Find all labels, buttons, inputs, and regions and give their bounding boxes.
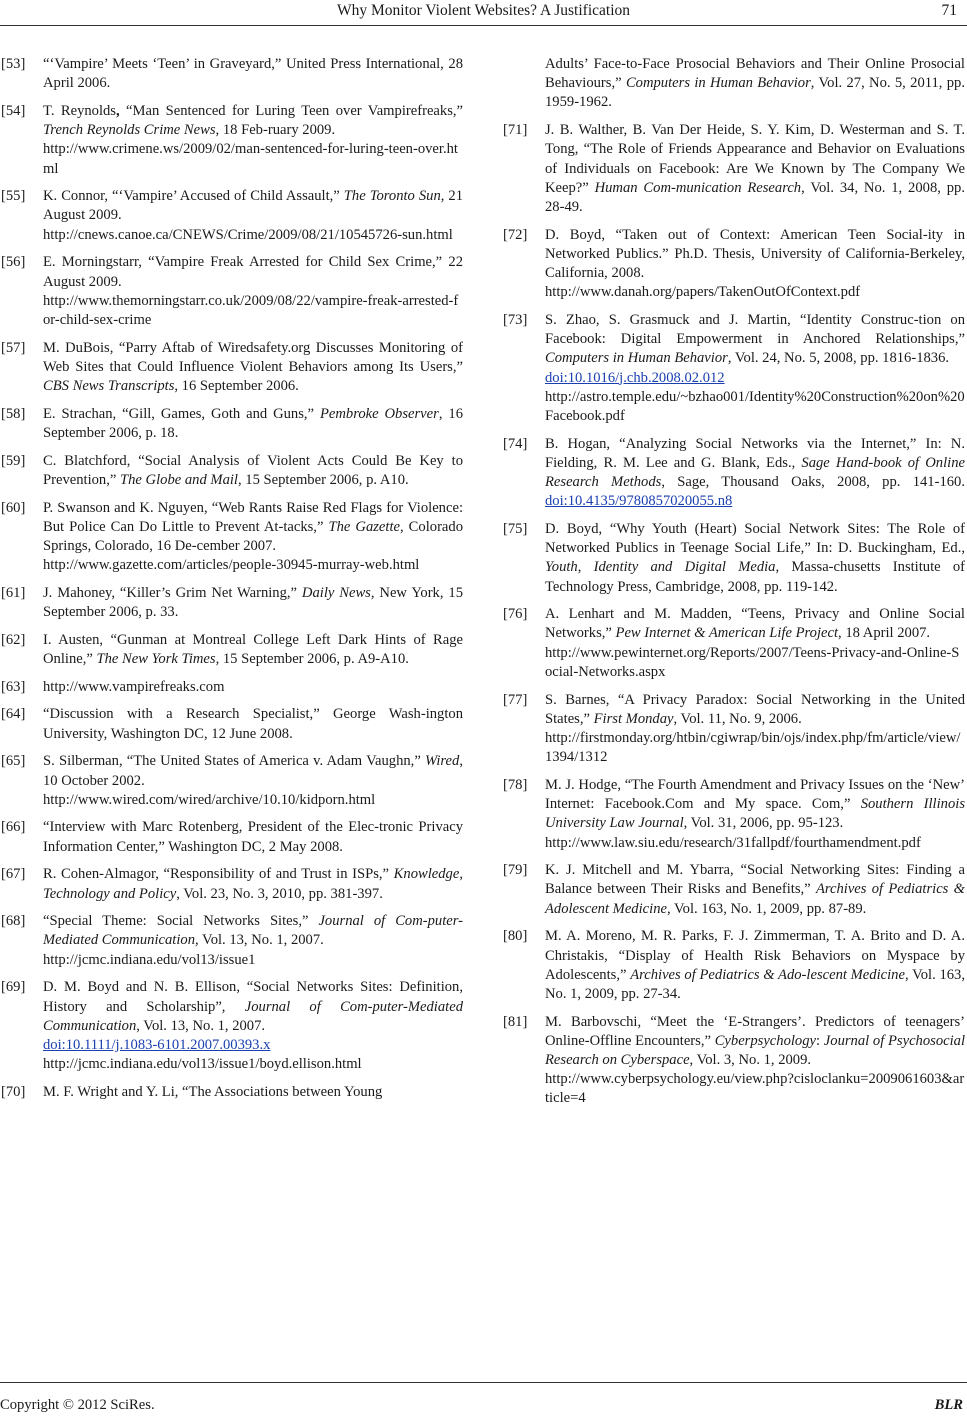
reference-number: [54] <box>1 102 26 119</box>
doi-link[interactable]: doi:10.1111/j.1083-6101.2007.00393.x <box>43 1036 271 1053</box>
text-run: “Discussion with a Research Specialist,” George Wash-ington University, Washington DC, 12 June 2008. <box>43 706 463 742</box>
text-run: C. Blatchford, “Social Analysis of Violent Acts Could Be Key to Prevention,” <box>43 452 463 488</box>
text-run: http://www.vampirefreaks.com <box>43 678 225 695</box>
text-run: , Vol. 3, No. 1, 2009. <box>689 1052 812 1069</box>
reference-number: [62] <box>1 631 26 648</box>
reference-url: http://www.pewinternet.org/Reports/2007/Teens-Privacy-and-Online-Social-Networks.aspx <box>545 644 960 680</box>
reference-entry <box>0 865 463 903</box>
text-run: , <box>577 559 594 576</box>
italic-title: Pembroke Observer <box>319 405 439 422</box>
italic-title: Pew Internet & American Life Project <box>615 625 839 642</box>
reference-text <box>545 311 965 369</box>
reference-text <box>43 405 463 443</box>
reference-text <box>43 678 463 697</box>
journal-abbreviation: BLR <box>934 1397 963 1413</box>
reference-entry <box>0 818 463 856</box>
copyright-notice: Copyright © 2012 SciRes. <box>0 1397 155 1413</box>
reference-number: [74] <box>503 435 528 452</box>
text-run: I. Austen, “Gunman at Montreal College Left Dark Hints of Rage Online,” <box>43 631 463 667</box>
italic-title: Archives of Pediatrics & Ado-lescent Medicine <box>630 966 905 983</box>
reference-text <box>43 452 463 490</box>
text-run: M. DuBois, “Parry Aftab of Wiredsafety.org Discusses Monitoring of Web Sites that Could Influence Violent Behaviors among Its Users,” <box>43 339 463 375</box>
reference-text <box>43 865 463 903</box>
text-run: S. Zhao, S. Grasmuck and J. Martin, “Identity Construc-tion on Facebook: Digital Empowerment in Anchored Relationships,” <box>545 311 965 348</box>
text-run: , Vol. 163, No. 1, 2009, pp. 87-89. <box>666 900 867 917</box>
text-run: R. Cohen-Almagor, “Responsibility of and Trust in ISPs,” <box>43 866 394 883</box>
reference-entry <box>502 121 965 217</box>
reference-entry <box>0 102 463 179</box>
references-column-right <box>502 55 965 1117</box>
reference-entry <box>502 435 965 512</box>
reference-number: [64] <box>1 706 26 723</box>
doi-link[interactable]: doi:10.4135/9780857020055.n8 <box>545 493 733 510</box>
reference-entry <box>502 927 965 1004</box>
reference-text <box>545 226 965 284</box>
italic-title: Human Com-munication Research <box>594 179 802 196</box>
italic-title: Computers in Human Behavior <box>625 75 811 92</box>
reference-url: http://jcmc.indiana.edu/vol13/issue1 <box>43 951 256 968</box>
text-run: J. B. Walther, B. Van Der Heide, S. Y. Kim, D. Westerman and S. T. Tong, “The Role of Friends Appearance and Behavior on Evaluations of Individuals on Facebook: Are We Known by The Company We Keep?” <box>545 122 965 196</box>
reference-url: http://www.wired.com/wired/archive/10.10/kidporn.html <box>43 791 376 808</box>
page-header <box>0 0 967 26</box>
text-run: , 16 September 2006, p. 18. <box>43 405 463 441</box>
text-run: B. Hogan, “Analyzing Social Networks via the Internet,” In: N. Fielding, R. M. Lee and G. Blank, Eds., <box>545 435 965 471</box>
reference-text <box>545 776 965 834</box>
text-run: : <box>816 1032 824 1049</box>
reference-entry <box>0 1083 463 1102</box>
italic-title: Youth <box>545 559 578 576</box>
reference-text <box>545 520 965 597</box>
text-run: , Vol. 23, No. 3, 2010, pp. 381-397. <box>176 885 383 902</box>
text-run: M. J. Hodge, “The Fourth Amendment and Privacy Issues on the ‘New’ Internet: Facebook.Com and My space. Com,” <box>545 776 965 813</box>
reference-text <box>43 187 463 225</box>
reference-entry <box>0 339 463 397</box>
reference-text <box>43 584 463 622</box>
text-run: , Vol. 24, No. 5, 2008, pp. 1816-1836. <box>727 350 950 367</box>
reference-url: http://www.cyberpsychology.eu/view.php?cisloclanku=2009061603&article=4 <box>545 1071 965 1107</box>
reference-entry <box>0 912 463 970</box>
reference-number: [78] <box>503 776 528 793</box>
italic-title: The Toronto Sun <box>343 188 441 205</box>
page-number: 71 <box>941 2 957 19</box>
reference-entry <box>0 187 463 245</box>
reference-entry <box>0 499 463 576</box>
reference-number: [57] <box>1 339 26 356</box>
text-run: , Vol. 31, 2006, pp. 95-123. <box>683 815 844 832</box>
header-divider <box>0 25 967 26</box>
text-run: Adults’ Face-to-Face Prosocial Behaviors and Their Online Prosocial Behaviours,” <box>545 56 965 92</box>
reference-entry <box>0 752 463 810</box>
reference-text <box>43 55 463 93</box>
reference-text <box>545 435 965 512</box>
reference-number: [55] <box>1 188 26 205</box>
text-run: , Vol. 27, No. 5, 2011, pp. 1959-1962. <box>545 75 966 111</box>
text-run: , Vol. 11, No. 9, 2006. <box>673 710 802 727</box>
reference-entry <box>0 452 463 490</box>
running-title: Why Monitor Violent Websites? A Justification <box>336 2 631 19</box>
reference-entry <box>502 311 965 426</box>
text-run: D. Boyd, “Why Youth (Heart) Social Network Sites: The Role of Networked Publics in Teenage Social Life,” In: D. Buckingham, Ed., <box>545 520 965 557</box>
reference-number: [79] <box>503 862 528 879</box>
reference-number: [59] <box>1 452 26 469</box>
text-run: D. M. Boyd and N. B. Ellison, “Social Networks Sites: Definition, History and Scholarship”, <box>43 979 463 1015</box>
reference-text <box>43 1083 463 1102</box>
bold-text: , <box>116 102 120 119</box>
italic-title: The New York Times <box>96 650 216 667</box>
reference-text <box>43 631 463 669</box>
text-run: “‘Vampire’ Meets ‘Teen’ in Graveyard,” United Press International, 28 April 2006. <box>43 56 463 92</box>
reference-text <box>43 253 463 291</box>
reference-text <box>545 927 965 1004</box>
reference-entry <box>0 405 463 443</box>
italic-title: The Gazette <box>328 518 400 535</box>
reference-entry <box>502 691 965 768</box>
reference-entry <box>502 776 965 853</box>
reference-entry <box>0 584 463 622</box>
text-run: “Special Theme: Social Networks Sites,” <box>43 913 319 930</box>
reference-text <box>43 912 463 950</box>
reference-number: [61] <box>1 584 26 601</box>
text-run: , Colorado Springs, Colorado, 16 De-cember 2007. <box>43 518 463 554</box>
text-run: , 21 August 2009. <box>43 188 464 224</box>
reference-number: [68] <box>1 913 26 930</box>
reference-entry <box>0 705 463 743</box>
text-run: P. Swanson and K. Nguyen, “Web Rants Raise Red Flags for Violence: But Police Can Do Little to Prevent At-tacks,” <box>43 499 463 535</box>
reference-text <box>545 121 965 217</box>
italic-title: Cyberpsychology <box>714 1032 817 1049</box>
italic-title: Wired <box>425 753 460 770</box>
reference-entry <box>0 631 463 669</box>
reference-text <box>545 691 965 729</box>
reference-number: [77] <box>503 691 528 708</box>
reference-entry <box>502 1013 965 1109</box>
text-run: , Vol. 163, No. 1, 2009, pp. 27-34. <box>545 966 965 1002</box>
italic-title: Technology and Policy <box>43 885 177 902</box>
reference-url: http://cnews.canoe.ca/CNEWS/Crime/2009/08/21/10545726-sun.html <box>43 226 453 243</box>
italic-title: CBS News Transcripts <box>43 378 175 395</box>
italic-title: Journal of Psychosocial Research on Cyberspace <box>545 1032 965 1069</box>
italic-title: Daily News <box>301 584 371 601</box>
reference-number: [69] <box>1 979 26 996</box>
text-run: , 10 October 2002. <box>43 753 463 789</box>
text-run: , Vol. 13, No. 1, 2007. <box>136 1017 266 1034</box>
text-run: K. Connor, “‘Vampire’ Accused of Child Assault,” <box>43 188 344 205</box>
text-run: “Man Sentenced for Luring Teen over Vampirefreaks,” <box>119 102 463 119</box>
italic-title: First Monday <box>593 710 674 727</box>
reference-text <box>43 339 463 397</box>
reference-number: [63] <box>1 678 26 695</box>
reference-text <box>545 55 965 113</box>
reference-number: [72] <box>503 226 528 243</box>
reference-entry <box>502 605 965 682</box>
text-run: E. Morningstarr, “Vampire Freak Arrested for Child Sex Crime,” 22 August 2009. <box>43 254 463 290</box>
text-run: A. Lenhart and M. Madden, “Teens, Privacy and Online Social Networks,” <box>545 606 965 642</box>
reference-entry <box>502 520 965 597</box>
text-run: , 15 September 2006, p. A10. <box>237 471 409 488</box>
reference-entry <box>502 861 965 919</box>
italic-title: Sage Hand-book of Online Research Methods <box>545 454 965 491</box>
reference-number: [56] <box>1 254 26 271</box>
reference-url: http://astro.temple.edu/~bzhao001/Identity%20Construction%20on%20Facebook.pdf <box>545 388 965 424</box>
reference-url: http://www.themorningstarr.co.uk/2009/08/22/vampire-freak-arrested-for-child-sex-crime <box>43 292 459 328</box>
text-run: K. J. Mitchell and M. Ybarra, “Social Networking Sites: Finding a Balance between Their Risks and Benefits,” <box>545 862 965 898</box>
italic-title: Computers in Human Behavior <box>545 350 728 367</box>
reference-text <box>43 978 463 1036</box>
reference-text <box>43 818 463 856</box>
references-column-left <box>0 55 463 1111</box>
reference-url: http://firstmonday.org/htbin/cgiwrap/bin/ojs/index.php/fm/article/view/1394/1312 <box>545 730 961 766</box>
reference-entry <box>0 678 463 697</box>
reference-entry <box>502 55 965 113</box>
reference-url: http://www.crimene.ws/2009/02/man-sentenced-for-luring-teen-over.html <box>43 141 458 177</box>
reference-number: [70] <box>1 1083 26 1100</box>
reference-number: [80] <box>503 928 528 945</box>
italic-title: Archives of Pediatrics & Adolescent Medicine <box>545 881 965 917</box>
reference-entry <box>0 978 463 1074</box>
italic-title: The Globe and Mail <box>120 471 238 488</box>
doi-link[interactable]: doi:10.1016/j.chb.2008.02.012 <box>545 369 725 386</box>
reference-number: [81] <box>503 1013 528 1030</box>
text-run: S. Silberman, “The United States of America v. Adam Vaughn,” <box>43 753 426 770</box>
reference-number: [60] <box>1 499 26 516</box>
reference-url: http://www.gazette.com/articles/people-30945-murray-web.html <box>43 557 420 574</box>
reference-url: http://www.law.siu.edu/research/31fallpdf/fourthamendment.pdf <box>545 834 921 851</box>
reference-text <box>545 605 965 643</box>
text-run: E. Strachan, “Gill, Games, Goth and Guns,” <box>43 405 320 422</box>
text-run: T. Reynolds <box>43 102 116 119</box>
reference-text <box>43 102 463 140</box>
footer-divider <box>0 1382 967 1383</box>
text-run: , Vol. 13, No. 1, 2007. <box>195 932 324 949</box>
text-run: J. Mahoney, “Killer’s Grim Net Warning,” <box>43 584 302 601</box>
text-run: , 15 September 2006, p. A9-A10. <box>215 650 409 667</box>
reference-number: [67] <box>1 866 26 883</box>
text-run: , 18 Feb-ruary 2009. <box>215 122 336 139</box>
italic-title: Knowledge <box>393 866 460 883</box>
italic-title: Identity and Digital Media <box>593 559 776 576</box>
reference-entry <box>502 226 965 303</box>
reference-number: [66] <box>1 819 26 836</box>
text-run: M. A. Moreno, M. R. Parks, F. J. Zimmerman, T. A. Brito and D. A. Christakis, “Display of Health Risk Behaviors on Myspace by Adolescents,” <box>545 928 965 983</box>
reference-text <box>43 499 463 557</box>
text-run: , <box>459 866 463 883</box>
text-run: S. Barnes, “A Privacy Paradox: Social Networking in the United States,” <box>545 691 965 727</box>
text-run: M. Barbovschi, “Meet the ‘E-Strangers’. Predictors of teenagers’ Online-Offline Encounters,” <box>545 1013 965 1049</box>
reference-number: [75] <box>503 520 528 537</box>
reference-url: http://www.danah.org/papers/TakenOutOfContext.pdf <box>545 284 861 301</box>
text-run: D. Boyd, “Taken out of Context: American Teen Social-ity in Networked Publics.” Ph.D. Thesis, University of California-Berkeley, California, 2008. <box>545 226 965 282</box>
reference-number: [73] <box>503 311 528 328</box>
text-run: , Massa-chusetts Institute of Technology Press, Cambridge, 2008, pp. 119-142. <box>545 559 966 595</box>
reference-entry <box>0 253 463 330</box>
text-run: , Vol. 34, No. 1, 2008, pp. 28-49. <box>545 179 965 215</box>
italic-title: Journal of Com-puter-Mediated Communication <box>43 998 463 1034</box>
reference-number: [71] <box>503 122 528 139</box>
italic-title: Journal of Com-puter-Mediated Communication <box>43 913 463 949</box>
text-run: , 16 September 2006. <box>174 378 299 395</box>
text-run: , New York, 15 September 2006, p. 33. <box>43 584 463 621</box>
reference-number: [58] <box>1 405 26 422</box>
reference-text <box>43 752 463 790</box>
reference-text <box>545 1013 965 1071</box>
text-run: “Interview with Marc Rotenberg, President of the Elec-tronic Privacy Information Center,” Washington DC, 2 May 2008. <box>43 819 463 855</box>
reference-number: [53] <box>1 56 26 72</box>
reference-number: [65] <box>1 753 26 770</box>
reference-entry <box>0 55 463 93</box>
text-run: M. F. Wright and Y. Li, “The Associations between Young <box>43 1083 383 1100</box>
text-run: , 18 April 2007. <box>838 625 931 642</box>
italic-title: Southern Illinois University Law Journal <box>545 796 965 832</box>
reference-text <box>43 705 463 743</box>
reference-url: http://jcmc.indiana.edu/vol13/issue1/boyd.ellison.html <box>43 1056 362 1073</box>
reference-number: [76] <box>503 606 528 623</box>
reference-text <box>545 861 965 919</box>
text-run: , Sage, Thousand Oaks, 2008, pp. 141-160. <box>661 474 965 491</box>
italic-title: Trench Reynolds Crime News <box>43 122 216 139</box>
